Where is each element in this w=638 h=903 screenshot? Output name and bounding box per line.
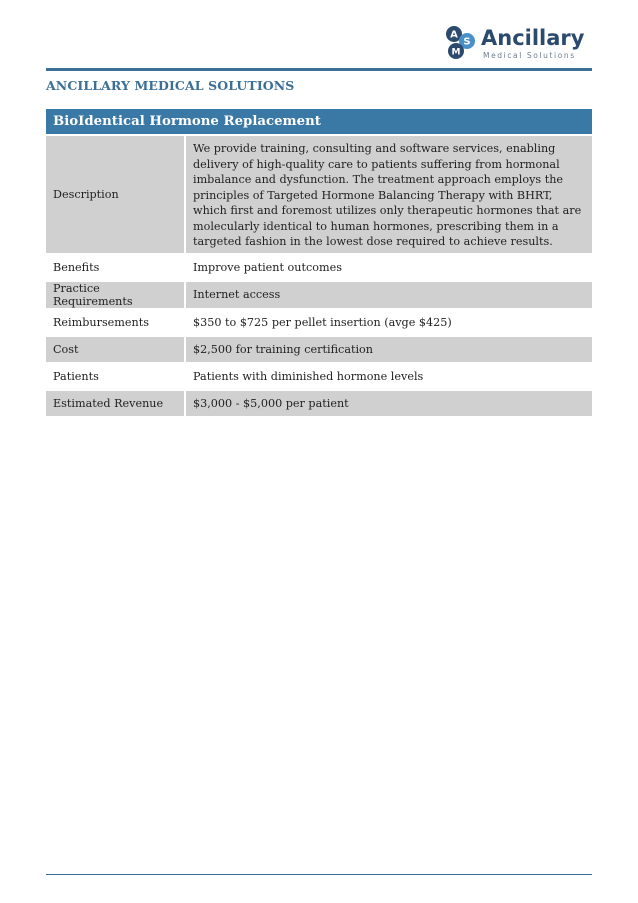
row-value: Improve patient outcomes: [193, 260, 342, 274]
footer-divider: [46, 874, 592, 875]
row-label: Patients: [46, 364, 186, 389]
table-row-reimbursements: [46, 310, 592, 335]
info-table: [46, 107, 592, 418]
table-row-practice-requirements: [46, 282, 592, 308]
table-title-row: [46, 109, 592, 134]
table-title: BioIdentical Hormone Replacement: [46, 109, 592, 134]
logo-tagline: Medical Solutions: [483, 51, 576, 60]
table-row-description: [46, 136, 592, 253]
logo-letter-a: A: [450, 29, 458, 41]
asm-logo-icon: [445, 24, 481, 62]
row-label: Cost: [46, 337, 186, 362]
row-label: Benefits: [46, 255, 186, 280]
row-label: Description: [46, 136, 186, 253]
table-row-patients: [46, 364, 592, 389]
company-logo: [445, 24, 585, 64]
row-value: $350 to $725 per pellet insertion (avge $425): [193, 315, 452, 329]
row-value: $2,500 for training certification: [186, 337, 592, 362]
row-label: Estimated Revenue: [46, 391, 186, 416]
table-row-estimated-revenue: [46, 391, 592, 416]
row-label: Reimbursements: [46, 310, 186, 335]
row-value: We provide training, consulting and software services, enabling delivery of high-quality care to patients suffering from hormonal imbalance and dysfunction. The treatment approach employs the principles of Targeted Hormone Balancing Therapy with BHRT, which first and foremost utilizes only therapeutic hormones that are molecularly identical to human hormones, prescribing them in a targeted fashion in the lowest dose required to achieve results.: [186, 136, 592, 253]
company-name-heading: ANCILLARY MEDICAL SOLUTIONS: [46, 78, 295, 93]
table-row-benefits: [46, 255, 592, 280]
logo-wordmark: Ancillary: [481, 26, 585, 50]
row-value: Patients with diminished hormone levels: [193, 369, 424, 383]
row-value: Internet access: [186, 282, 592, 308]
logo-letter-m: M: [451, 47, 461, 58]
header-divider: [46, 68, 592, 71]
row-label: Practice Requirements: [46, 282, 186, 308]
logo-letter-s: S: [463, 36, 471, 48]
row-value: $3,000 - $5,000 per patient: [186, 391, 592, 416]
table-row-cost: [46, 337, 592, 362]
